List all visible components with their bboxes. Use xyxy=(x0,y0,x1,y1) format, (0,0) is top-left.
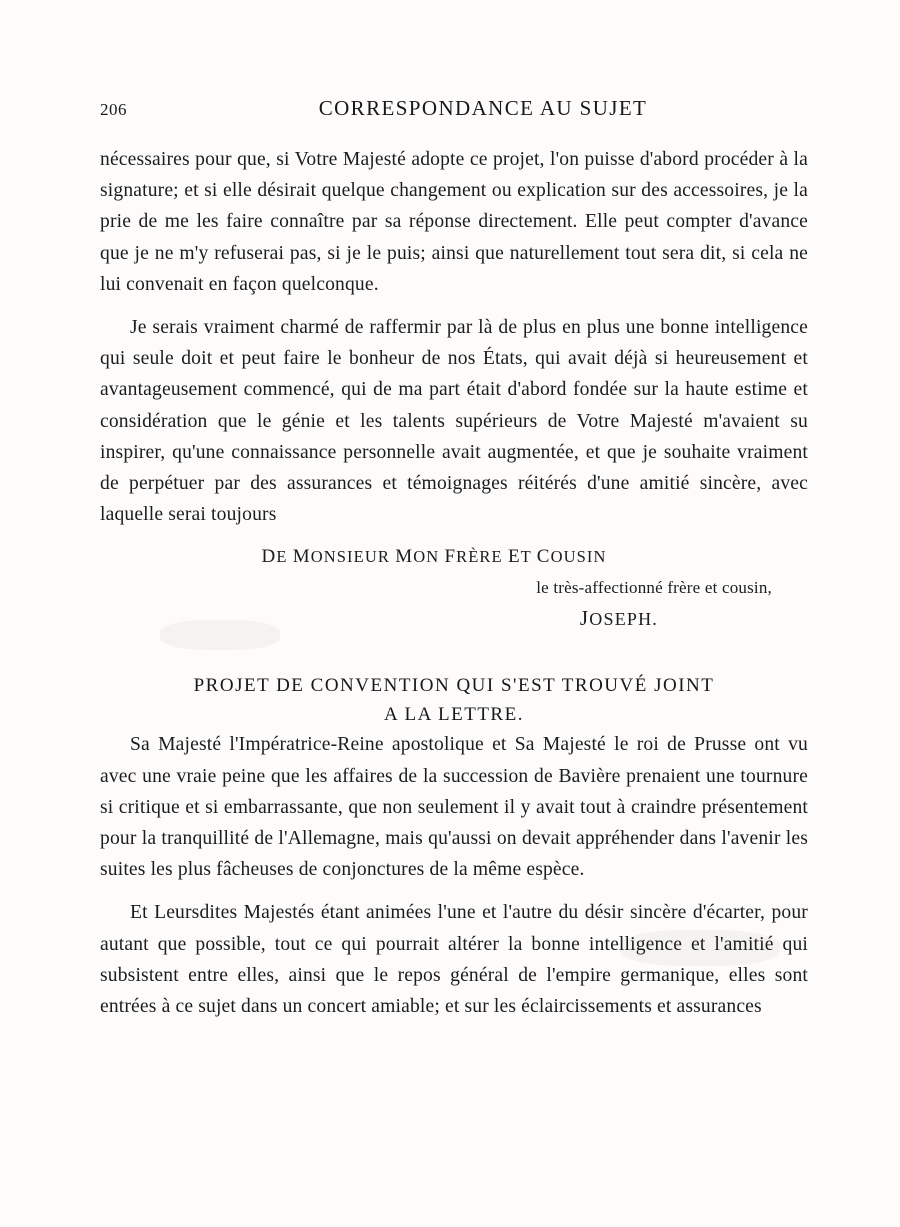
page-number: 206 xyxy=(100,100,127,119)
letter-closing xyxy=(100,546,808,631)
closing-affection: le très-affectionné frère et cousin, xyxy=(536,578,772,598)
paragraph: Sa Majesté l'Impératrice-Reine apostolique et Sa Majesté le roi de Prusse ont vu avec une vraie peine que les affaires de la succession de Bavière prenaient une tournure si critique et si embarrassante, que non seulement il y avait tout à craindre présentement pour la tranquillité de l'Allemagne, mais qu'aussi on devait appréhender dans l'avenir les suites les plus fâcheuses de conjonctures de la même espèce. xyxy=(100,734,808,881)
paragraph: Et Leursdites Majestés étant animées l'une et l'autre du désir sincère d'écarter, pour autant que possible, tout ce qui pourrait altérer la bonne intelligence et l'amitié qui subsistent entre elles, ainsi que le repos général de l'empire germanique, elles sont entrées à ce sujet dans un concert amiable; et sur les éclaircissements et assurances xyxy=(100,902,808,1018)
running-title: CORRESPONDANCE AU SUJET xyxy=(318,96,648,120)
page-body xyxy=(100,144,808,1022)
paragraph: Je serais vraiment charmé de raffermir par là de plus en plus une bonne intelligence qui seule doit et peut faire le bonheur de nos États, qui avait déjà si heureusement et avantageusement commencé, qui de ma part était d'abord fondée sur la haute estime et considération que le génie et les talents supérieurs de Votre Majesté m'avaient su inspirer, qu'une connaissance personnelle avait augmentée, et que je souhaite vraiment de perpétuer par des assurances et témoignages réitérés d'une amitié sincère, avec laquelle serai toujours xyxy=(100,317,808,526)
closing-address: DE MONSIEUR MON FRÈRE ET COUSIN xyxy=(261,546,607,568)
section-heading-line-2: A LA LETTRE. xyxy=(384,704,524,726)
signature: JOSEPH. xyxy=(579,606,658,631)
paragraph: nécessaires pour que, si Votre Majesté adopte ce projet, l'on puisse d'abord procéder à la signature; et si elle désirait quelque changement ou explication sur des accessoires, je la prie de me les faire connaître par sa réponse directement. Elle peut compter d'avance que je ne m'y refuserai pas, si je le puis; ainsi que naturellement tout sera dit, si cela ne lui convenait en façon quelconque. xyxy=(100,149,808,295)
section-heading-line-1: PROJET DE CONVENTION QUI S'EST TROUVÉ JOINT xyxy=(193,675,715,697)
section-heading xyxy=(100,671,808,729)
page-header xyxy=(100,96,806,122)
